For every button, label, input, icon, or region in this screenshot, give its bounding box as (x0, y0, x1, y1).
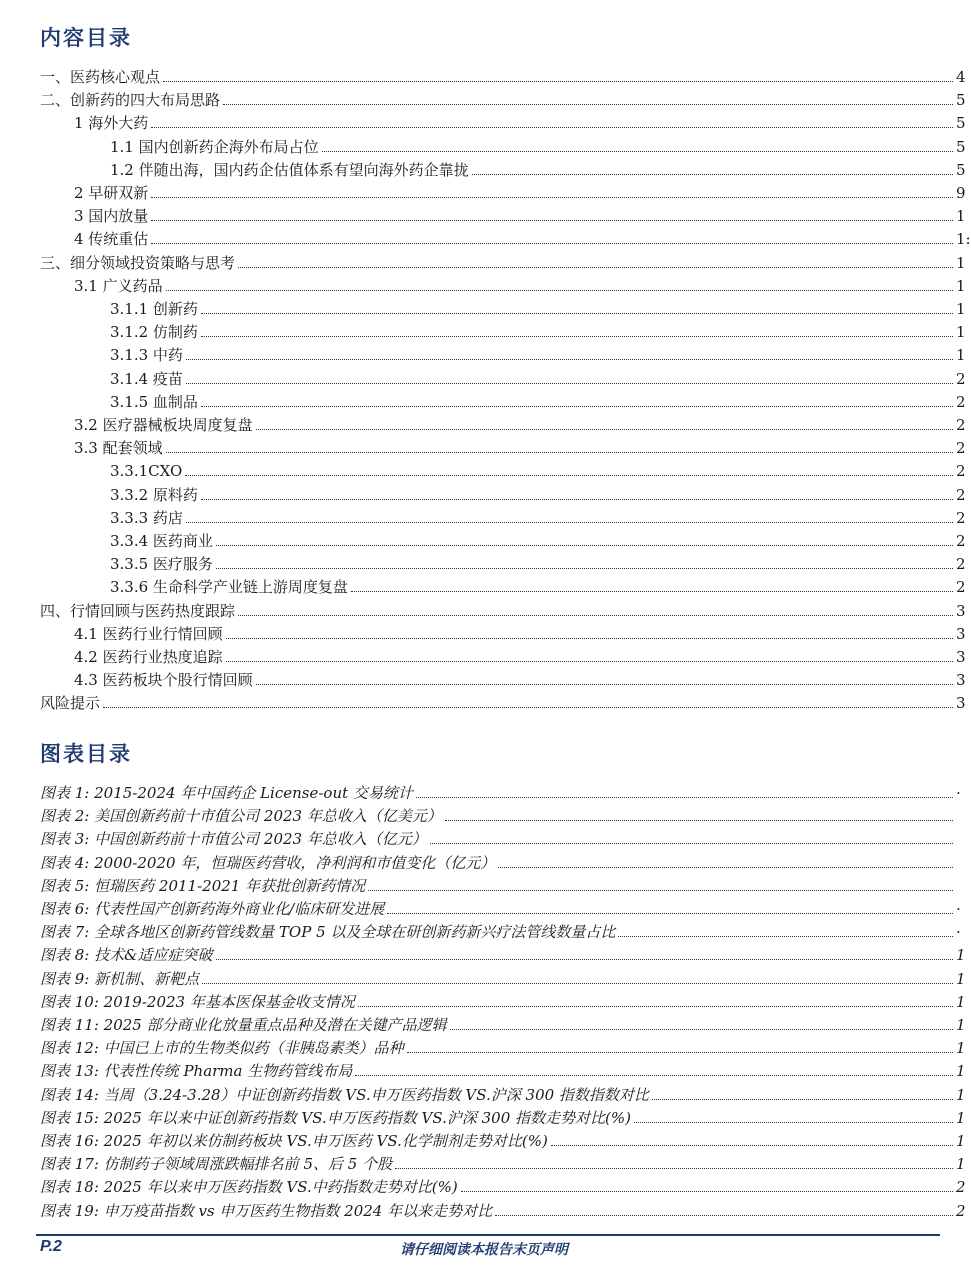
figure-entry-label: 图表 4: 2000-2020 年，恒瑞医药营收，净利润和市值变化（亿元） (40, 853, 496, 872)
toc-entry-label: 3.1.5 血制品 (110, 392, 198, 411)
figure-entry[interactable] (0, 826, 968, 848)
dot-leader (445, 820, 953, 821)
toc-entry-label: 三、细分领域投资策略与思考 (40, 253, 236, 272)
figure-entry-label: 图表 16: 2025 年初以来仿制药板块 VS.申万医药 VS.化学制剂走势对比(%) (40, 1132, 548, 1150)
dot-leader (461, 1191, 953, 1192)
figure-entry[interactable] (0, 942, 968, 964)
figure-entry-page: 1 (956, 1132, 966, 1150)
toc-entry-label: 3.3.5 医疗服务 (110, 555, 213, 574)
toc-entry[interactable] (0, 250, 968, 272)
toc-title: 内容目录 (40, 25, 132, 50)
dot-leader (163, 81, 953, 82)
figure-entry-page: 1 (956, 946, 966, 965)
figure-entry-label: 图表 13: 代表性传统 Pharma 生物药管线布局 (40, 1062, 353, 1081)
toc-entry[interactable] (0, 482, 968, 504)
toc-entry-label: 3.3.6 生命科学产业链上游周度复盘 (110, 578, 348, 597)
toc-entry-page: 1 (956, 253, 966, 272)
dot-leader (223, 104, 953, 105)
toc-entry-page: 2 (956, 369, 966, 388)
toc-entry[interactable] (0, 551, 968, 573)
dot-leader (358, 1006, 953, 1007)
toc-entry[interactable] (0, 389, 968, 411)
figure-entry[interactable] (0, 989, 968, 1011)
figure-entry-label: 图表 3: 中国创新药前十市值公司 2023 年总收入（亿元） (40, 830, 427, 849)
dot-leader (216, 545, 953, 546)
dot-leader (186, 383, 953, 384)
dot-leader (472, 174, 953, 175)
dot-leader (618, 936, 953, 937)
dot-leader (185, 475, 953, 476)
figure-entry[interactable] (0, 1198, 968, 1220)
figure-entry[interactable] (0, 1035, 968, 1057)
toc-entry[interactable] (0, 319, 968, 341)
toc-entry[interactable] (0, 598, 968, 620)
toc-entry[interactable] (0, 226, 971, 249)
dot-leader (256, 429, 953, 430)
toc-entry[interactable] (0, 180, 968, 202)
footer-page-number: P.2 (40, 1238, 62, 1255)
dot-leader (416, 797, 953, 798)
figure-entry-label: 图表 17: 仿制药子领域周涨跌幅排名前 5、后 5 个股 (40, 1155, 393, 1174)
toc-entry[interactable] (0, 134, 968, 156)
figure-entry[interactable] (0, 1151, 968, 1173)
toc-entry[interactable] (0, 342, 968, 364)
toc-entry-label: 3.3.2 原料药 (110, 485, 198, 504)
figure-entry[interactable] (0, 1082, 968, 1104)
toc-entry-page: 2 (956, 532, 966, 550)
toc-entry[interactable] (0, 621, 968, 643)
toc-entry-page: 1 (956, 346, 966, 365)
figure-entry[interactable] (0, 873, 968, 895)
toc-entry-page: 5 (956, 137, 966, 156)
toc-entry-label: 4.3 医药板块个股行情回顾 (74, 671, 253, 690)
toc-entry-label: 3.1 广义药品 (74, 276, 163, 295)
figure-entry-page: 1 (956, 1016, 966, 1034)
dot-leader (201, 406, 953, 407)
toc-entry-label: 风险提示 (40, 694, 101, 713)
toc-entry[interactable] (0, 690, 968, 712)
toc-entry-page: 3 (956, 624, 966, 643)
dot-leader (166, 290, 953, 291)
toc-entry[interactable] (0, 458, 968, 480)
toc-entry-label: 3.3.3 药店 (110, 508, 183, 527)
dot-leader (495, 1215, 953, 1216)
toc-entry[interactable] (0, 273, 968, 295)
toc-entry-page: 2 (956, 555, 966, 574)
toc-entry-label: 3.3.1CXO (110, 462, 183, 481)
toc-entry-page: 5 (956, 160, 966, 179)
toc-entry-label: 1.1 国内创新药企海外布局占位 (110, 137, 319, 156)
toc-entry-label: 2 早研双新 (74, 184, 149, 202)
toc-entry-label: 3.3.4 医药商业 (110, 532, 213, 550)
figure-entry[interactable] (0, 966, 968, 988)
dot-leader (201, 499, 953, 500)
toc-entry[interactable] (0, 64, 968, 86)
dot-leader (355, 1075, 953, 1076)
toc-entry-page: 1 (956, 207, 966, 226)
figure-list-title: 图表目录 (40, 741, 132, 766)
toc-entry-page: 9 (956, 184, 966, 202)
dot-leader (395, 1168, 953, 1169)
toc-entry[interactable] (0, 110, 968, 132)
dot-leader (151, 197, 953, 198)
figure-entry[interactable] (0, 1128, 968, 1150)
toc-entry-label: 3.1.4 疫苗 (110, 369, 183, 388)
figure-entry-label: 图表 14: 当周（3.24-3.28）中证创新药指数 VS.申万医药指数 VS.沪深 300 指数指数对比 (40, 1085, 649, 1104)
figure-entry[interactable] (0, 1105, 968, 1127)
toc-entry-label: 3.3 配套领域 (74, 439, 163, 458)
figure-entry-label: 图表 18: 2025 年以来申万医药指数 VS.中药指数走势对比(%) (40, 1178, 458, 1197)
toc-entry-page: 1 (956, 276, 966, 295)
toc-entry-page: 2 (956, 508, 966, 527)
figure-entry-page: 1 (956, 1062, 966, 1081)
toc-entry[interactable] (0, 203, 968, 225)
toc-entry-page: 3 (956, 601, 966, 620)
dot-leader (551, 1145, 953, 1146)
toc-entry-page: 2 (956, 439, 966, 458)
toc-entry[interactable] (0, 87, 968, 109)
figure-entry-page: · (956, 900, 961, 918)
toc-entry-page: 1 (956, 300, 966, 318)
figure-entry-label: 图表 8: 技术&适应症突破 (40, 946, 213, 965)
toc-entry-label: 4 传统重估 (74, 230, 149, 249)
toc-entry-label: 3.2 医疗器械板块周度复盘 (74, 416, 253, 434)
figure-entry-label: 图表 6: 代表性国产创新药海外商业化/临床研发进展 (40, 900, 385, 918)
dot-leader (103, 707, 953, 708)
figure-entry[interactable] (0, 1174, 968, 1196)
toc-entry[interactable] (0, 528, 968, 550)
figure-entry-label: 图表 9: 新机制、新靶点 (40, 969, 200, 988)
toc-entry-label: 四、行情回顾与医药热度跟踪 (40, 601, 236, 620)
toc-entry-label: 3 国内放量 (74, 207, 149, 226)
toc-entry[interactable] (0, 667, 968, 689)
figure-entry[interactable] (0, 803, 968, 825)
dot-leader (498, 867, 953, 868)
toc-entry-page: 5 (956, 114, 966, 133)
figure-entry-page: 1 (956, 1155, 966, 1174)
toc-entry-label: 1 海外大药 (74, 114, 149, 133)
figure-entry-page: 1 (956, 969, 966, 988)
footer-rule (36, 1234, 940, 1236)
figure-entry-label: 图表 11: 2025 部分商业化放量重点品种及潜在关键产品逻辑 (40, 1016, 447, 1034)
dot-leader (151, 243, 953, 244)
toc-entry[interactable] (0, 366, 968, 388)
toc-entry-page: 4 (956, 68, 966, 86)
dot-leader (430, 843, 953, 844)
dot-leader (322, 151, 953, 152)
dot-leader (166, 452, 953, 453)
toc-entry-label: 3.1.2 仿制药 (110, 323, 198, 342)
figure-entry-page: 1 (956, 1085, 966, 1104)
dot-leader (216, 568, 953, 569)
toc-entry[interactable] (0, 412, 968, 434)
toc-entry-page: 1: (956, 230, 971, 249)
figure-entry[interactable] (0, 896, 968, 918)
dot-leader (387, 913, 953, 914)
toc-entry[interactable] (0, 435, 968, 457)
toc-entry[interactable] (0, 574, 968, 596)
toc-entry-label: 3.1.3 中药 (110, 346, 183, 365)
toc-entry-page: 2 (956, 578, 966, 597)
dot-leader (201, 313, 953, 314)
dot-leader (226, 638, 953, 639)
figure-entry[interactable] (0, 919, 968, 941)
dot-leader (151, 127, 953, 128)
toc-entry-page: 2 (956, 416, 966, 434)
figure-entry-page: · (956, 923, 961, 942)
toc-entry-page: 5 (956, 91, 966, 110)
figure-entry-label: 图表 1: 2015-2024 年中国药企 License-out 交易统计 (40, 784, 413, 802)
dot-leader (634, 1122, 953, 1123)
toc-entry-page: 3 (956, 694, 966, 713)
figure-entry-label: 图表 15: 2025 年以来中证创新药指数 VS.申万医药指数 VS.沪深 300 指数走势对比(%) (40, 1108, 631, 1127)
figure-entry-page: 1 (956, 992, 966, 1011)
figure-entry-label: 图表 2: 美国创新药前十市值公司 2023 年总收入（亿美元） (40, 807, 442, 826)
figure-entry-label: 图表 5: 恒瑞医药 2011-2021 年获批创新药情况 (40, 876, 366, 895)
dot-leader (201, 336, 953, 337)
toc-entry-page: 2 (956, 485, 966, 504)
dot-leader (238, 615, 953, 616)
figure-entry[interactable] (0, 850, 968, 872)
figure-entry-page: 2 (956, 1201, 966, 1220)
toc-entry-label: 一、医药核心观点 (40, 68, 161, 86)
dot-leader (226, 661, 953, 662)
toc-entry-page: 3 (956, 648, 966, 666)
toc-entry-label: 1.2 伴随出海，国内药企估值体系有望向海外药企靠拢 (110, 160, 469, 179)
toc-entry-label: 4.1 医药行业行情回顾 (74, 624, 223, 643)
footer-disclaimer: 请仔细阅读本报告末页声明 (400, 1242, 568, 1258)
dot-leader (407, 1052, 953, 1053)
figure-entry-label: 图表 10: 2019-2023 年基本医保基金收支情况 (40, 992, 355, 1011)
dot-leader (186, 522, 953, 523)
figure-entry[interactable] (0, 780, 968, 802)
dot-leader (368, 890, 953, 891)
toc-entry-label: 二、创新药的四大布局思路 (40, 91, 221, 110)
toc-entry-page: 2 (956, 462, 966, 481)
toc-entry[interactable] (0, 157, 968, 179)
dot-leader (151, 220, 953, 221)
toc-entry[interactable] (0, 296, 968, 318)
toc-entry[interactable] (0, 644, 968, 666)
figure-entry-label: 图表 7: 全球各地区创新药管线数量 TOP 5 以及全球在研创新药新兴疗法管线数量占比 (40, 923, 616, 942)
toc-entry-label: 3.1.1 创新药 (110, 300, 198, 318)
dot-leader (450, 1029, 953, 1030)
figure-entry-label: 图表 19: 申万疫苗指数 vs 申万医药生物指数 2024 年以来走势对比 (40, 1201, 493, 1220)
dot-leader (216, 959, 954, 960)
figure-entry[interactable] (0, 1058, 968, 1080)
figure-entry-page: 1 (956, 1108, 966, 1127)
figure-entry-label: 图表 12: 中国已上市的生物类似药（非胰岛素类）品种 (40, 1039, 404, 1058)
figure-entry-page: 2 (956, 1178, 966, 1197)
toc-entry-label: 4.2 医药行业热度追踪 (74, 648, 223, 666)
dot-leader (186, 359, 953, 360)
dot-leader (351, 591, 953, 592)
toc-entry-page: 1 (956, 323, 966, 342)
toc-entry-page: 3 (956, 671, 966, 690)
dot-leader (238, 267, 953, 268)
toc-entry-page: 2 (956, 392, 966, 411)
toc-entry[interactable] (0, 505, 968, 527)
figure-entry-page: · (956, 784, 961, 802)
dot-leader (256, 684, 953, 685)
figure-entry[interactable] (0, 1012, 968, 1034)
dot-leader (202, 983, 953, 984)
dot-leader (652, 1099, 953, 1100)
figure-entry-page: 1 (956, 1039, 966, 1058)
